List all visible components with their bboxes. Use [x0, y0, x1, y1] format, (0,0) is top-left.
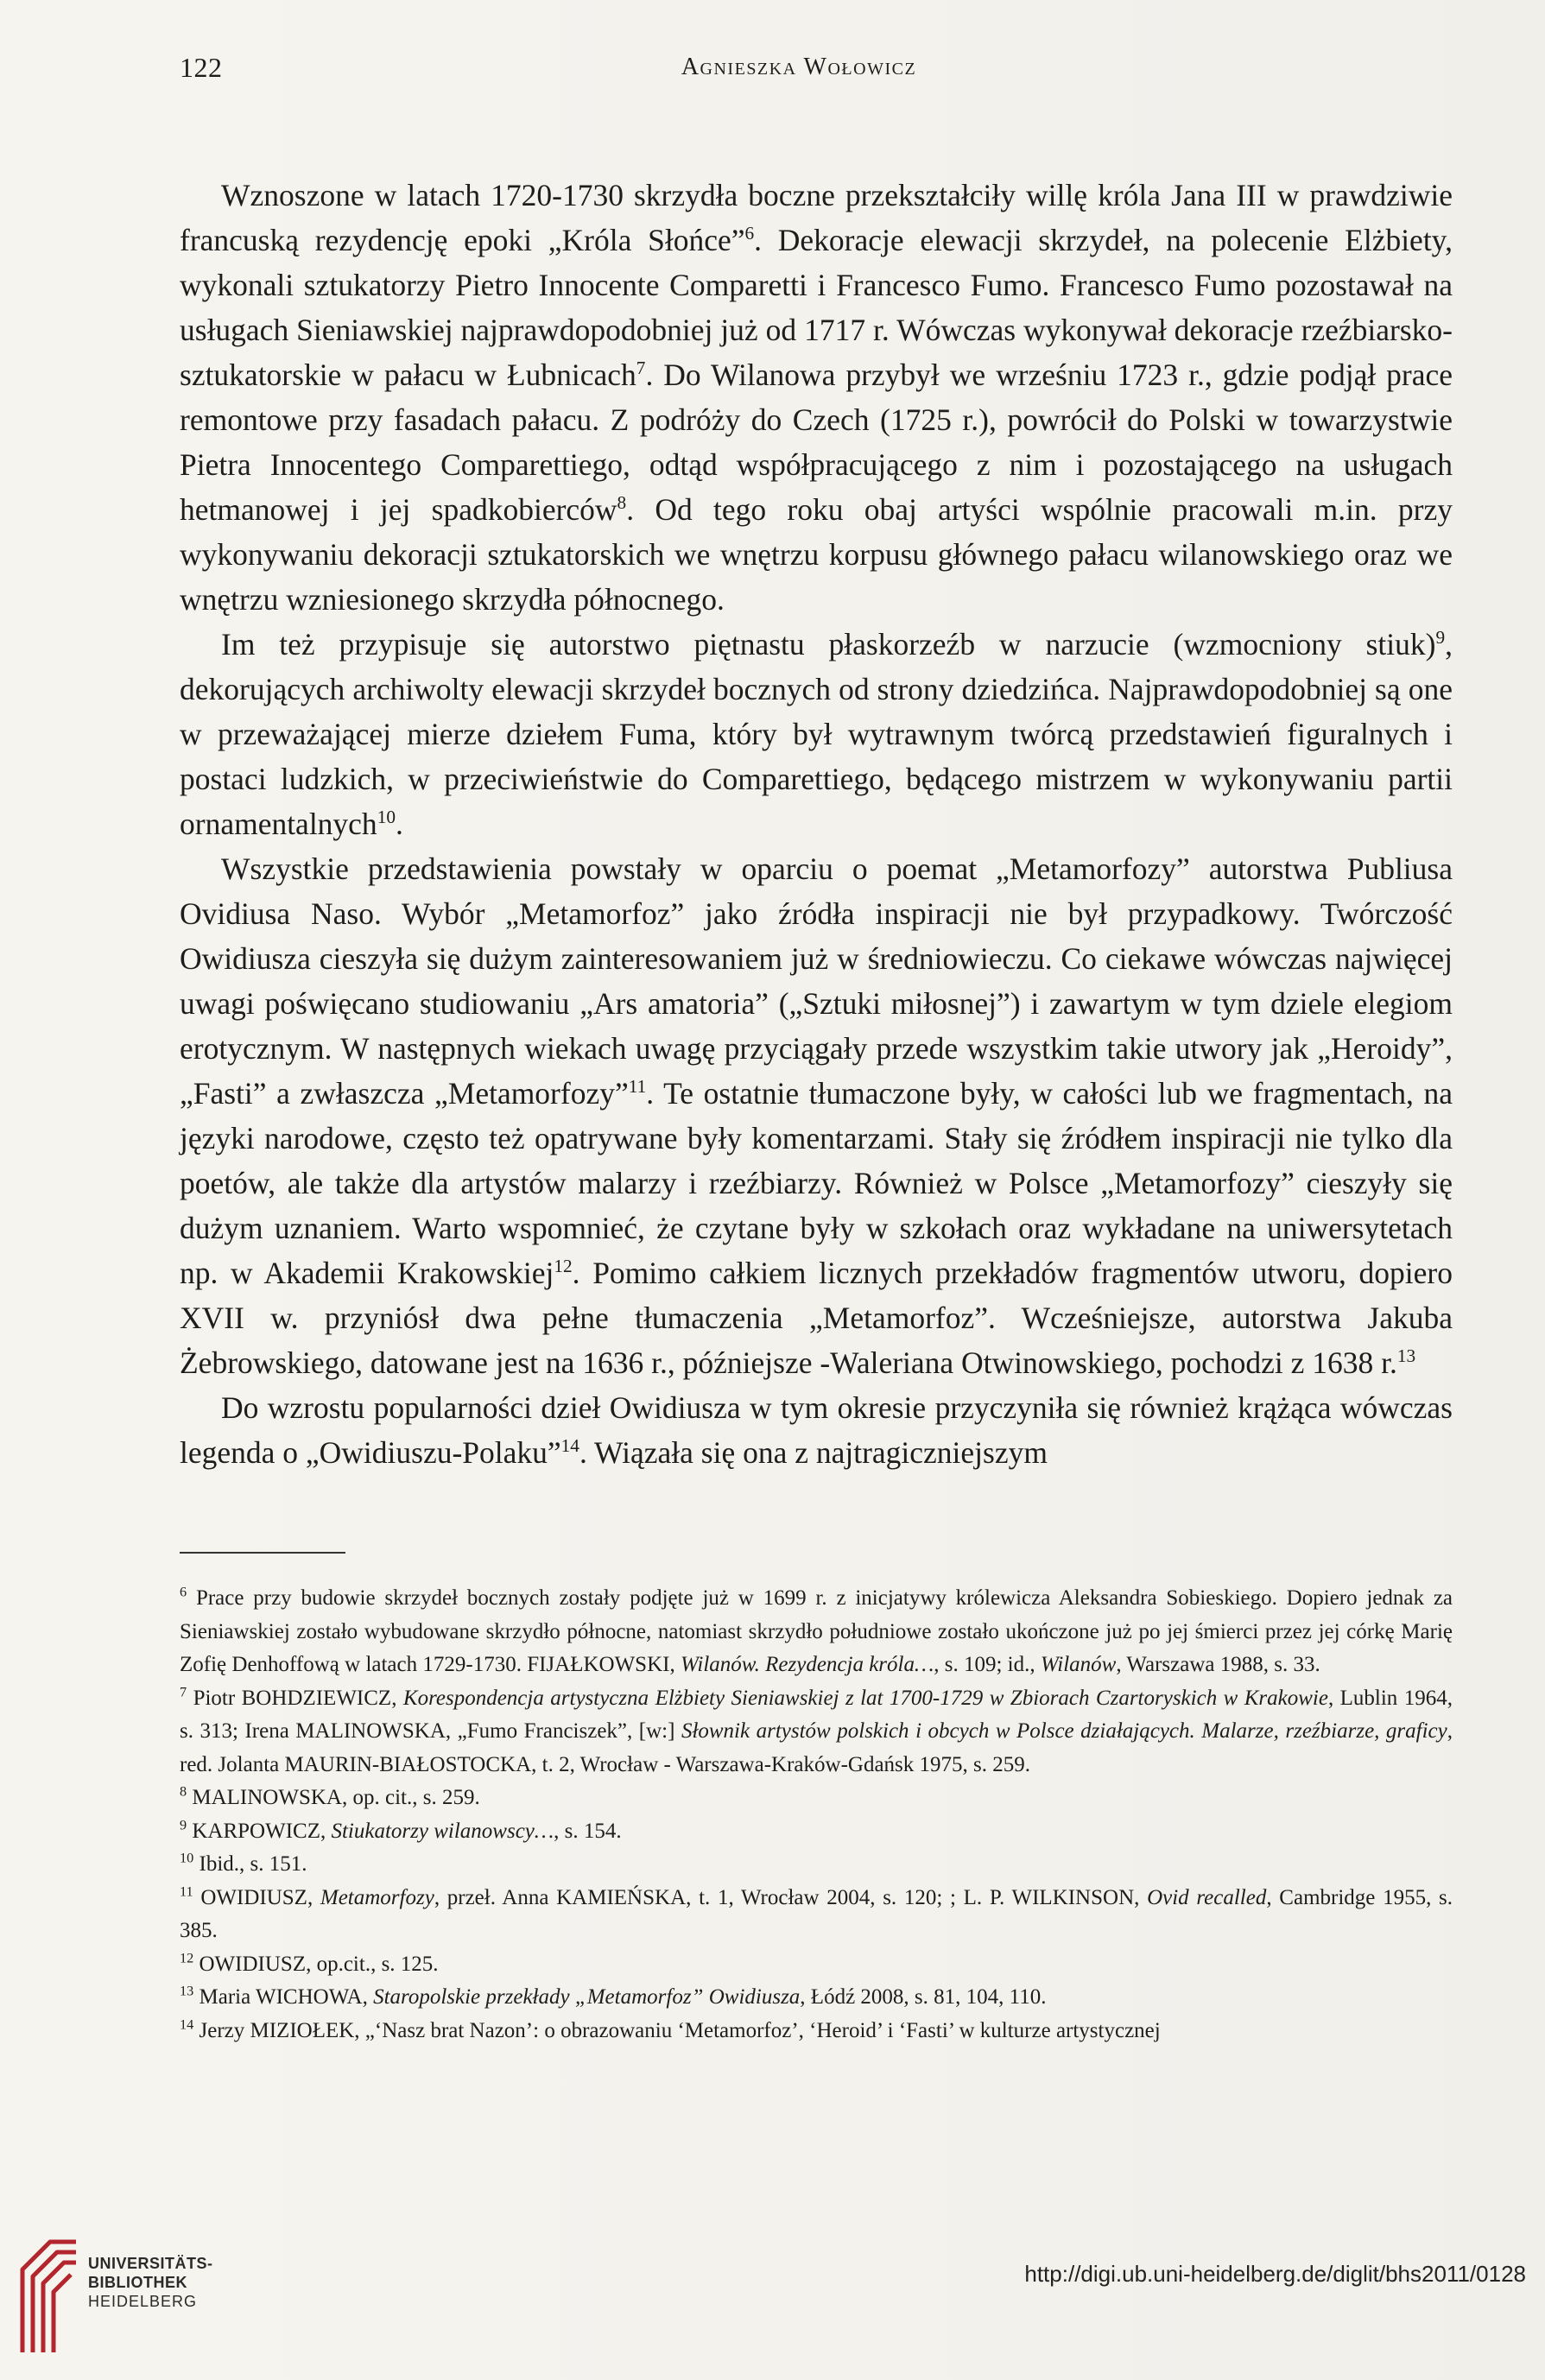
text-run: MALINOWSKA, op. cit., s. 259.: [192, 1786, 480, 1809]
italic-title: Wilanów. Rezydencja króla…: [680, 1653, 934, 1676]
footnote-ref: 8: [617, 492, 627, 514]
library-name-line: HEIDELBERG: [88, 2293, 198, 2310]
running-head-author: Agnieszka Wołowicz: [681, 54, 917, 80]
main-text: [180, 173, 1453, 1475]
text-run: , Warszawa 1988, s. 33.: [1116, 1653, 1320, 1676]
footnotes: [180, 1582, 1453, 2048]
text-run: OWIDIUSZ,: [200, 1885, 320, 1909]
paragraph: [180, 846, 1453, 1385]
footnote-number: 10: [180, 1850, 194, 1866]
italic-title: Wilanów: [1040, 1653, 1117, 1676]
footnote: [180, 2015, 1453, 2048]
text-run: , Łódź 2008, s. 81, 104, 110.: [800, 1985, 1047, 2009]
text-run: Wszystkie przedstawienia powstały w oparciu o poemat „Metamorfozy” autorstwa Publiusa Ovidiusa Naso. Wybór „Metamorfoz” jako źródła inspiracji nie był przypadkowy. Twórczość Owidiusza cieszyła się dużym zainteresowaniem już w średniowieczu. Co ciekawe wówczas najwięcej uwagi poświęcano studiowaniu „Ars amatoria” („Sztuki miłosnej”) i zawartym w tym dziele elegiom erotycznym. W następnych wiekach uwagę przyciągały przede wszystkim takie utwory jak „Heroidy”, „Fasti” a zwłaszcza „Metamorfozy”: [180, 851, 1453, 1111]
footnote-number: 11: [180, 1883, 193, 1900]
footnote: [180, 1882, 1453, 1948]
footnote-number: 7: [180, 1684, 187, 1700]
library-name-line: BIBLIOTHEK: [88, 2274, 187, 2291]
text-run: , przeł. Anna KAMIEŃSKA, t. 1, Wrocław 2004, s. 120; ; L. P. WILKINSON,: [434, 1885, 1148, 1909]
text-run: , s. 154.: [554, 1819, 622, 1843]
italic-title: Stiukatorzy wilanowscy…: [331, 1819, 554, 1843]
source-url[interactable]: http://digi.ub.uni-heidelberg.de/diglit/bhs2011/0128: [1024, 2261, 1526, 2287]
text-run: . Wiązała się ona z najtragiczniejszym: [579, 1435, 1048, 1470]
running-head: [180, 52, 1453, 90]
footnote-number: 9: [180, 1817, 187, 1833]
text-run: Jerzy MIZIOŁEK, „‘Nasz brat Nazon’: o obrazowaniu ‘Metamorfoz’, ‘Heroid’ i ‘Fasti’ w kulturze artystycznej: [199, 2018, 1161, 2042]
italic-title: Ovid recalled: [1147, 1885, 1267, 1909]
text-run: Maria WICHOWA,: [199, 1985, 374, 2009]
footnote-ref: 6: [744, 223, 755, 244]
library-name: [88, 2254, 213, 2311]
library-name-line: UNIVERSITÄTS-: [88, 2255, 213, 2272]
text-run: OWIDIUSZ, op.cit., s. 125.: [199, 1952, 439, 1976]
library-logo: [16, 2235, 249, 2364]
text-run: Im też przypisuje się autorstwo piętnastu płaskorzeźb w narzucie (wzmocniony stiuk): [221, 627, 1436, 661]
footnote-ref: 9: [1435, 627, 1446, 649]
text-run: . Od tego roku obaj artyści wspólnie pracowali m.in. przy wykonywaniu dekoracji sztukatorskich we wnętrzu korpusu głównego pałacu wilanowskiego oraz we wnętrzu wzniesionego skrzydła północnego.: [180, 492, 1453, 617]
text-run: . Do Wilanowa przybył we wrześniu 1723 r., gdzie podjął prace remontowe przy fasadach pałacu. Z podróży do Czech (1725 r.), powrócił do Polski w towarzystwie Pietra Innocentego Comparettiego, odtąd współpracującego z nim i pozostającego na usługach hetmanowej i jej spadkobierców: [180, 358, 1453, 527]
footnote: [180, 1782, 1453, 1815]
text-run: , Lublin 1964, s. 313; Irena MALINOWSKA, „Fumo Franciszek”, [w:]: [180, 1686, 1453, 1743]
footnote: [180, 1948, 1453, 1982]
library-emblem-icon: [16, 2235, 81, 2356]
text-run: Ibid., s. 151.: [199, 1852, 307, 1876]
footnote-ref: 11: [628, 1076, 647, 1098]
paragraph: [180, 622, 1453, 846]
footnote-divider: [180, 1552, 345, 1554]
text-run: Do wzrostu popularności dzieł Owidiusza w tym okresie przyczyniła się również krążąca wówczas legenda o „Owidiuszu-Polaku”: [180, 1390, 1453, 1470]
text-run: , red. Jolanta MAURIN-BIAŁOSTOCKA, t. 2, Wrocław - Warszawa-Kraków-Gdańsk 1975, s. 259.: [180, 1719, 1453, 1776]
text-run: . Pomimo całkiem licznych przekładów fragmentów utworu, dopiero XVII w. przyniósł dwa pełne tłumaczenia „Metamorfoz”. Wcześniejsze, autorstwa Jakuba Żebrowskiego, datowane jest na 1636 r., późniejsze -Waleriana Otwinowskiego, pochodzi z 1638 r.: [180, 1256, 1453, 1380]
page-number: 122: [180, 52, 223, 83]
footnote: [180, 1682, 1453, 1782]
footnote: [180, 1981, 1453, 2015]
italic-title: Staropolskie przekłady „Metamorfoz” Owidiusza: [373, 1985, 801, 2009]
text-run: KARPOWICZ,: [192, 1819, 332, 1843]
footnote-ref: 14: [560, 1435, 579, 1457]
text-run: . Dekoracje elewacji skrzydeł, na polecenie Elżbiety, wykonali sztukatorzy Pietro Innocente Comparetti i Francesco Fumo. Francesco Fumo pozostawał na usługach Sieniawskiej najprawdopodobniej już od 1717 r. Wówczas wykonywał dekoracje rzeźbiarsko-sztukatorskie w pałacu w Łubnicach: [180, 223, 1453, 392]
paragraph: [180, 173, 1453, 622]
text-run: Prace przy budowie skrzydeł bocznych zostały podjęte już w 1699 r. z inicjatywy królewicza Aleksandra Sobieskiego. Dopiero jednak za Sieniawskiej zostało wybudowane skrzydło północne, natomiast skrzydło południowe zostało ukończone już po jej śmierci przez jej córkę Marię Zofię Denhoffową w latach 1729-1730. FIJAŁKOWSKI,: [180, 1586, 1453, 1676]
footnote: [180, 1815, 1453, 1849]
footnote-number: 13: [180, 1983, 194, 1999]
footnote: [180, 1582, 1453, 1682]
italic-title: Korespondencja artystyczna Elżbiety Sieniawskiej z lat 1700-1729 w Zbiorach Czartoryskich w Krakowie: [402, 1686, 1328, 1710]
text-run: Wznoszone w latach 1720-1730 skrzydła boczne przekształciły willę króla Jana III w prawdziwie francuską rezydencję epoki „Króla Słońce”: [180, 178, 1453, 257]
footnote: [180, 1848, 1453, 1882]
text-run: , Cambridge 1955, s. 385.: [180, 1885, 1453, 1942]
footnote-ref: 10: [377, 807, 396, 828]
paragraph: [180, 1385, 1453, 1475]
footnote-ref: 12: [554, 1256, 573, 1277]
footnote-number: 8: [180, 1783, 187, 1800]
text-run: . Te ostatnie tłumaczone były, w całości lub we fragmentach, na języki narodowe, często też opatrywane były komentarzami. Stały się źródłem inspiracji nie tylko dla poetów, ale także dla artystów malarzy i rzeźbiarzy. Również w Polsce „Metamorfozy” cieszyły się dużym uznaniem. Warto wspomnieć, że czytane były w szkołach oraz wykładane na uniwersytetach np. w Akademii Krakowskiej: [180, 1076, 1453, 1290]
footnote-number: 14: [180, 2016, 194, 2033]
italic-title: Metamorfozy: [320, 1885, 434, 1909]
footnote-number: 12: [180, 1950, 194, 1966]
text-run: , dekorujących archiwolty elewacji skrzydeł bocznych od strony dziedzińca. Najprawdopodobniej są one w przeważającej mierze dziełem Fuma, który był wytrawnym twórcą przedstawień figuralnych i postaci ludzkich, w przeciwieństwie do Comparettiego, będącego mistrzem w wykonywaniu partii ornamentalnych: [180, 627, 1453, 841]
footnote-number: 6: [180, 1584, 187, 1600]
text-run: , s. 109; id.,: [934, 1653, 1041, 1676]
italic-title: Słownik artystów polskich i obcych w Polsce działających. Malarze, rzeźbiarze, graficy: [681, 1719, 1447, 1743]
footnote-ref: 13: [1396, 1345, 1416, 1367]
footnote-ref: 7: [636, 358, 646, 379]
text-run: Piotr BOHDZIEWICZ,: [193, 1686, 403, 1710]
text-run: .: [395, 807, 403, 841]
